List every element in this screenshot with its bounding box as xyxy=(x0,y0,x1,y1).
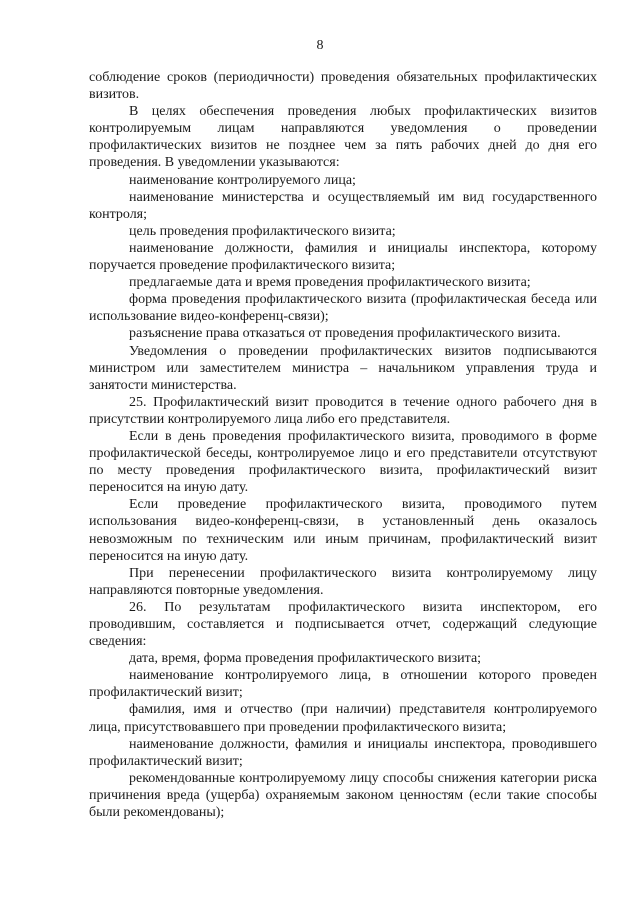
paragraph: 26. По результатам профилактического визита инспектором, его проводившим, составляется и подписывается отчет, содержащий следующие сведения: xyxy=(89,599,597,650)
document-body xyxy=(89,69,597,821)
list-item: цель проведения профилактического визита; xyxy=(129,223,396,239)
list-item: фамилия, имя и отчество (при наличии) представителя контролируемого лица, присутствовавшего при проведении профилактического визита; xyxy=(89,702,597,735)
list-item: наименование контролируемого лица; xyxy=(129,172,356,188)
list-item: дата, время, форма проведения профилактического визита; xyxy=(129,651,482,667)
paragraph: 25. Профилактический визит проводится в течение одного рабочего дня в присутствии контролируемого лица либо его представителя. xyxy=(89,394,597,427)
paragraph: При перенесении профилактического визита контролируемому лицу направляются повторные уведомления. xyxy=(89,565,597,598)
paragraph: Если в день проведения профилактического визита, проводимого в форме профилактической беседы, контролируемое лицо и его представители отсутствуют по месту проведения профилактического визита, профилактический визит переносится на иную дату. xyxy=(89,428,597,496)
page-number: 8 xyxy=(316,38,324,53)
list-item: разъяснение права отказаться от проведения профилактического визита. xyxy=(129,326,561,342)
list-item: форма проведения профилактического визита (профилактическая беседа или использование видео-конференц-связи); xyxy=(89,292,597,325)
list-item: наименование контролируемого лица, в отношении которого проведен профилактический визит; xyxy=(89,668,597,701)
paragraph: соблюдение сроков (периодичности) проведения обязательных профилактических визитов. xyxy=(89,70,597,103)
paragraph: Если проведение профилактического визита, проводимого путем использования видео-конференц-связи, в установленный день оказалось невозможным по техническим или иным причинам, профилактический визит переносится на иную дату. xyxy=(89,497,597,564)
list-item: наименование должности, фамилия и инициалы инспектора, проводившего профилактический визит; xyxy=(89,736,597,769)
list-item: наименование должности, фамилия и инициалы инспектора, которому поручается проведение профилактического визита; xyxy=(89,240,597,274)
paragraph: В целях обеспечения проведения любых профилактических визитов контролируемым лицам направляются уведомления о проведении профилактических визитов не позднее чем за пять рабочих дней до дня его проведения. В уведомлении указываются: xyxy=(89,104,597,171)
list-item: наименование министерства и осуществляемый им вид государственного контроля; xyxy=(89,189,597,222)
list-item: предлагаемые дата и время проведения профилактического визита; xyxy=(129,275,531,291)
paragraph: Уведомления о проведении профилактических визитов подписываются министром или заместителем министра – начальником управления труда и занятости министерства. xyxy=(89,343,597,393)
list-item: рекомендованные контролируемому лицу способы снижения категории риска причинения вреда (ущерба) охраняемым законом ценностям (если такие способы были рекомендованы); xyxy=(89,770,597,821)
